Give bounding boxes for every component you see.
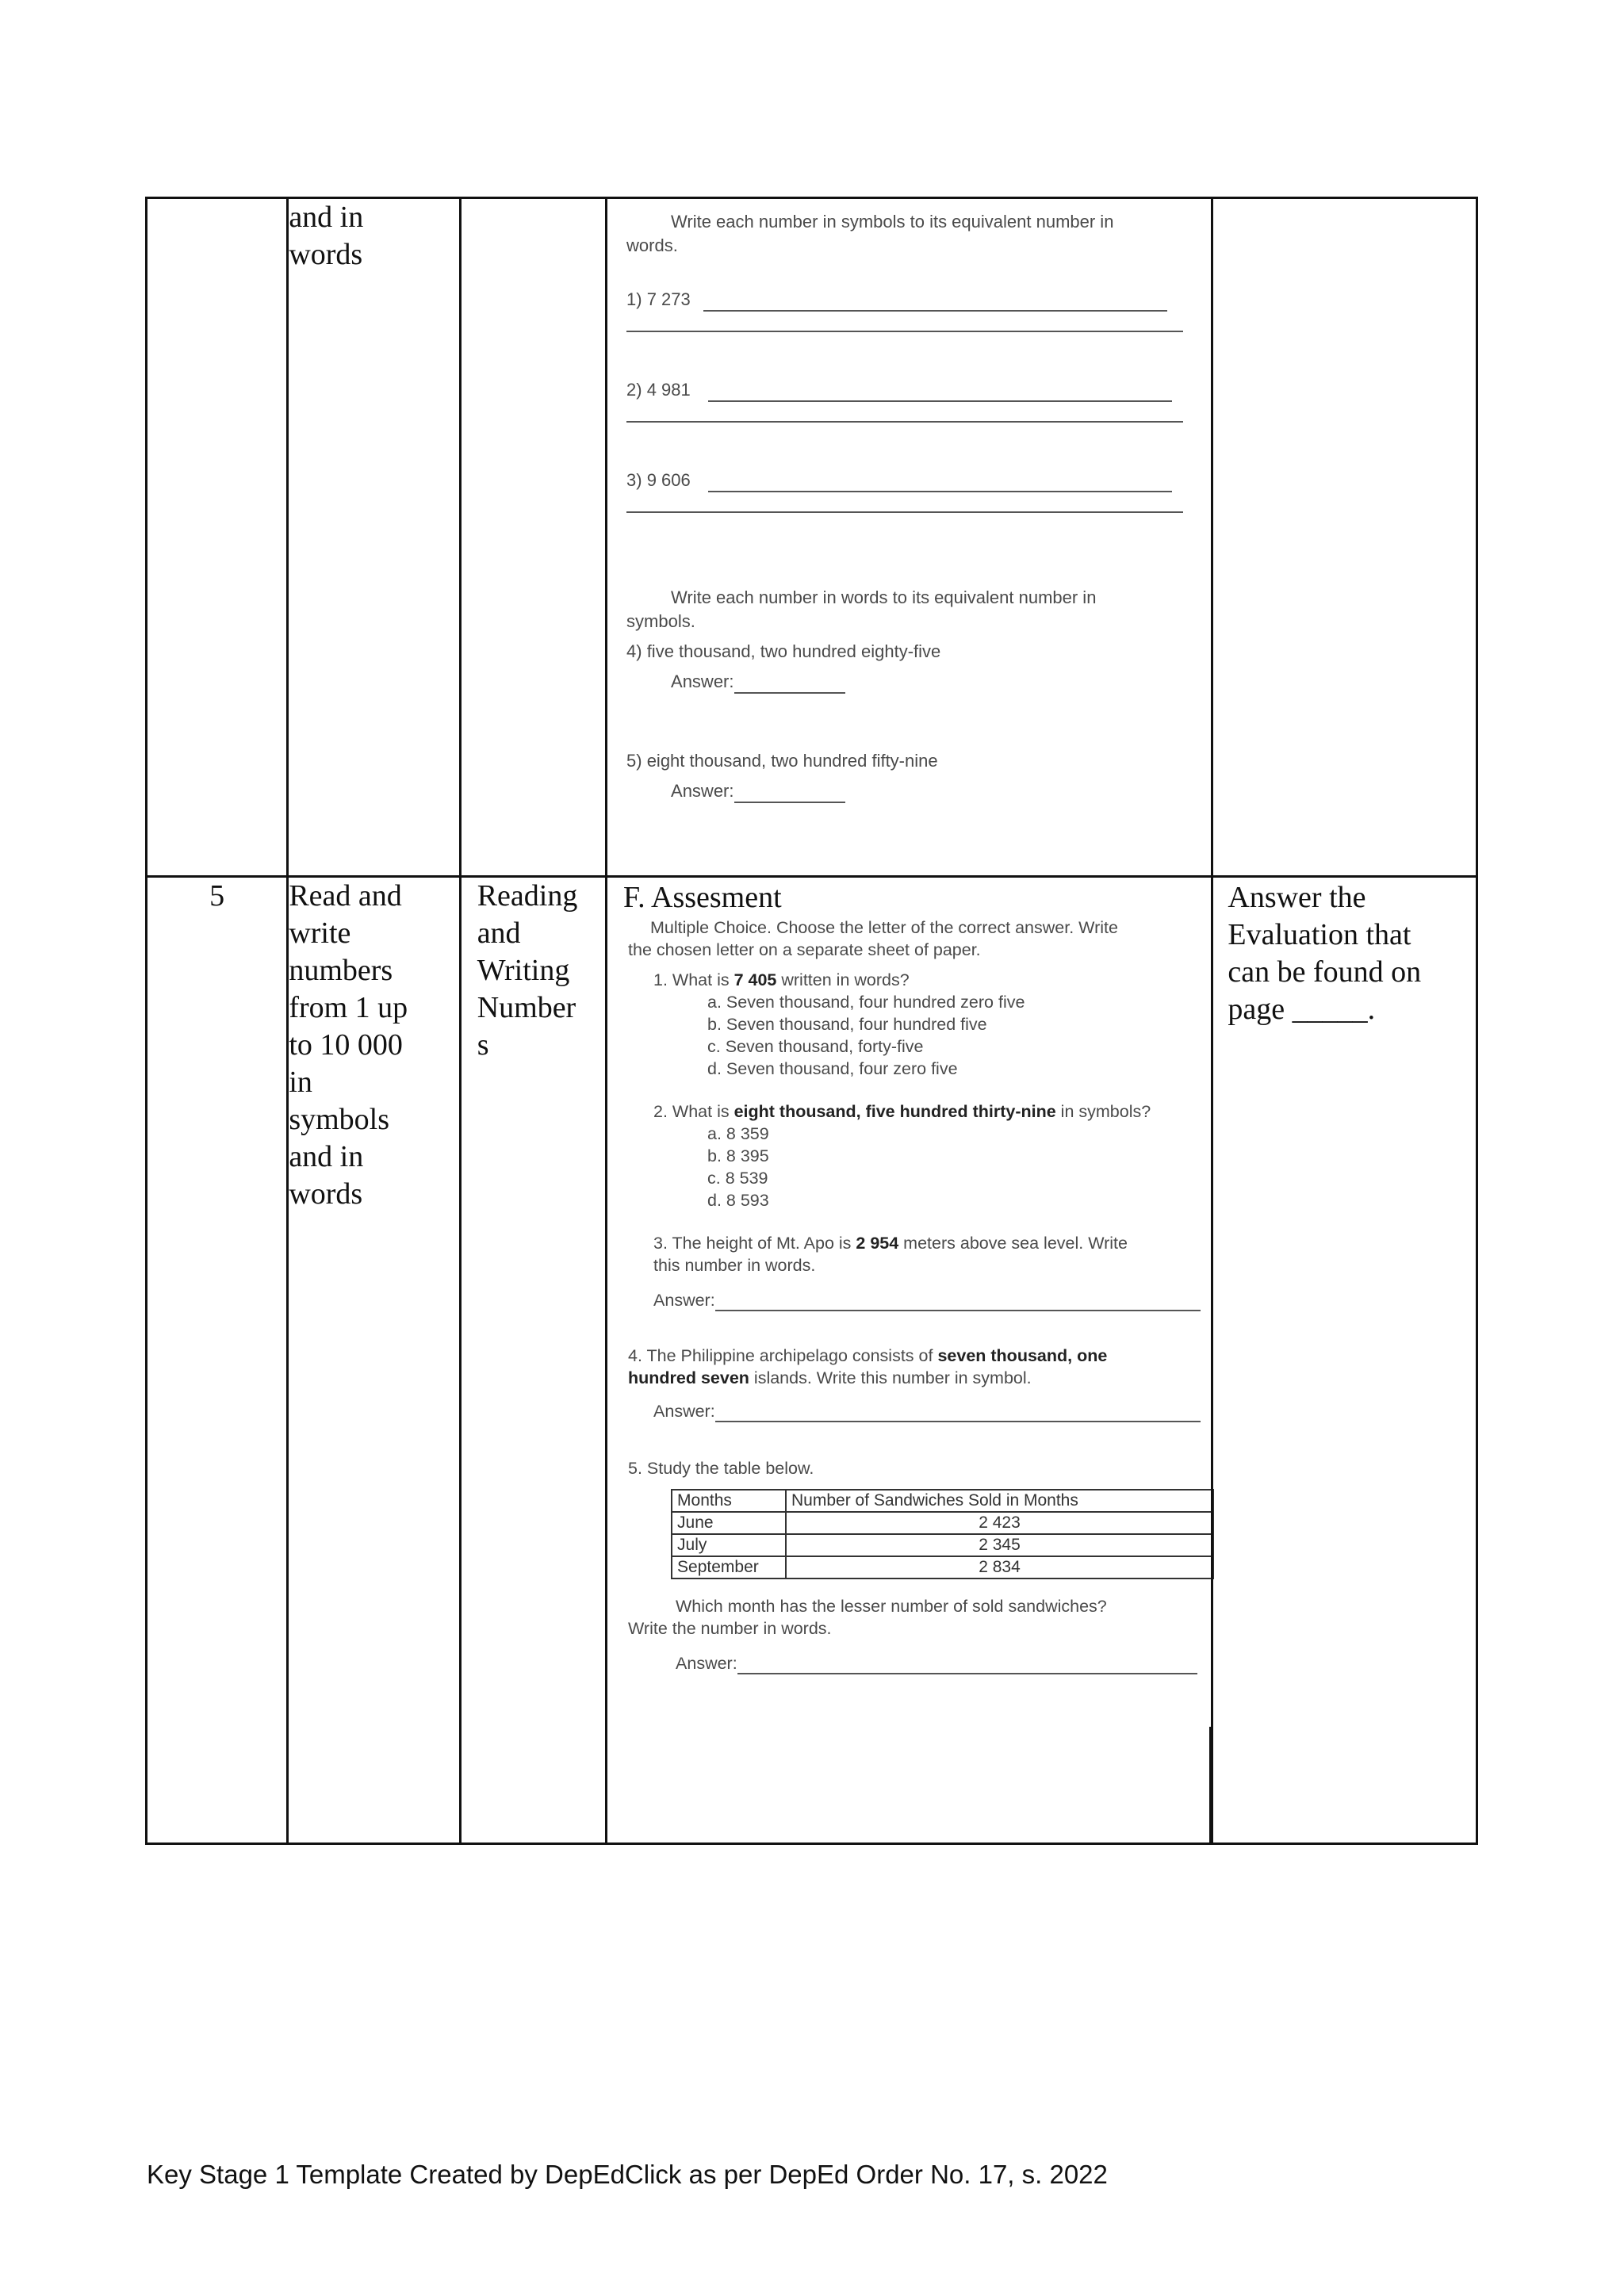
instruction-line: Write each number in symbols to its equivalent number in — [671, 212, 1114, 232]
competency-cell — [288, 877, 460, 1844]
competency-line: symbols — [289, 1103, 390, 1136]
competency-line: in — [289, 1066, 312, 1099]
answer-line — [715, 1307, 1201, 1311]
remarks-line: can be found on — [1228, 955, 1422, 989]
remarks-line: Evaluation that — [1228, 918, 1411, 951]
competency-line: and in — [289, 1140, 364, 1173]
competency-line: from 1 up — [289, 991, 408, 1024]
answer-label: Answer: — [653, 1291, 715, 1310]
item-label: 2) 4 981 — [626, 380, 691, 400]
list-item: 5) eight thousand, two hundred fifty-nine — [626, 751, 938, 771]
competency-line: and in — [289, 201, 364, 234]
instruction-line: the chosen letter on a separate sheet of paper. — [628, 940, 981, 959]
question-1: 1. What is 7 405 written in words? — [653, 970, 910, 989]
competency-line: to 10 000 — [289, 1028, 403, 1062]
lesson-plan-table — [145, 197, 1478, 1845]
answer-row — [628, 1400, 1205, 1422]
answer-row — [626, 779, 1195, 803]
page-footer: Key Stage 1 Template Created by DepEdClick as per DepEd Order No. 17, s. 2022 — [147, 2160, 1108, 2189]
item-label: 3) 9 606 — [626, 470, 691, 490]
content-line: Writing — [477, 954, 570, 987]
table-cell: July — [672, 1534, 786, 1556]
day-cell — [147, 877, 288, 1844]
table-header: Number of Sandwiches Sold in Months — [786, 1490, 1213, 1512]
divider — [1209, 1727, 1212, 1843]
question-line: Which month has the lesser number of sold sandwiches? — [676, 1597, 1107, 1616]
answer-label: Answer: — [671, 672, 734, 691]
content-line: Number — [477, 991, 576, 1024]
choice: b. Seven thousand, four hundred five — [707, 1015, 987, 1034]
answer-line — [734, 689, 845, 694]
answer-row — [628, 1289, 1205, 1311]
worksheet-part1 — [607, 199, 1211, 803]
remarks-cell — [1212, 877, 1477, 1844]
list-item — [626, 288, 1195, 312]
choice: d. Seven thousand, four zero five — [707, 1059, 958, 1078]
table-row — [672, 1534, 1213, 1556]
question-line: Write the number in words. — [628, 1619, 832, 1638]
remarks-line: Answer the — [1228, 881, 1366, 914]
instruction-line: Write each number in words to its equivalent number in — [671, 587, 1097, 607]
competency-line: Read and — [289, 879, 402, 913]
day-cell — [147, 198, 288, 877]
competency-line: write — [289, 916, 351, 950]
question-5: 5. Study the table below. — [628, 1459, 814, 1478]
content-line: Reading — [477, 879, 578, 913]
table-cell: 2 423 — [786, 1512, 1213, 1534]
table-row — [672, 1556, 1213, 1578]
item-label: 1) 7 273 — [626, 289, 691, 309]
remarks-cell — [1212, 198, 1477, 877]
question-4: 4. The Philippine archipelago consists of seven thousand, one — [628, 1346, 1108, 1365]
instruction-line: words. — [626, 235, 678, 255]
table-row — [147, 198, 1477, 877]
answer-line — [715, 1418, 1201, 1422]
list-item: 4) five thousand, two hundred eighty-five — [626, 641, 941, 661]
question-line: this number in words. — [653, 1256, 816, 1275]
answer-label: Answer: — [653, 1402, 715, 1421]
competency-line: words — [289, 238, 363, 271]
content-line: and — [477, 916, 521, 950]
table-row — [147, 877, 1477, 1844]
answer-line — [708, 488, 1172, 492]
choice: d. 8 593 — [707, 1191, 769, 1210]
table-cell: June — [672, 1512, 786, 1534]
answer-line — [626, 419, 1183, 423]
sandwich-table — [671, 1489, 1214, 1579]
question-3: 3. The height of Mt. Apo is 2 954 meters above sea level. Write — [653, 1234, 1128, 1253]
answer-line — [626, 510, 1183, 513]
assessment-body — [607, 916, 1211, 1674]
question-2: 2. What is eight thousand, five hundred thirty-nine in symbols? — [653, 1102, 1151, 1121]
answer-line — [734, 798, 845, 803]
choice: b. 8 395 — [707, 1146, 769, 1165]
assessment-cell — [607, 877, 1212, 1844]
answer-line — [708, 397, 1172, 402]
table-row — [672, 1512, 1213, 1534]
content-line: s — [477, 1028, 489, 1062]
choice: c. Seven thousand, forty-five — [707, 1037, 924, 1056]
day-number: 5 — [209, 879, 225, 913]
section-title: F. Assesment — [623, 881, 782, 914]
choice: a. Seven thousand, four hundred zero five — [707, 993, 1025, 1012]
content-cell — [460, 198, 606, 877]
content-cell — [460, 877, 606, 1844]
answer-row — [628, 1652, 1205, 1674]
remarks-line: page _____. — [1228, 993, 1376, 1026]
table-cell: 2 345 — [786, 1534, 1213, 1556]
table-cell: 2 834 — [786, 1556, 1213, 1578]
table-header-row — [672, 1490, 1213, 1512]
competency-cell — [288, 198, 460, 877]
list-item — [626, 469, 1195, 492]
answer-label: Answer: — [671, 781, 734, 801]
table-cell: September — [672, 1556, 786, 1578]
worksheet-cell — [607, 198, 1212, 877]
answer-label: Answer: — [676, 1654, 737, 1673]
answer-line — [626, 329, 1183, 332]
answer-line — [737, 1670, 1197, 1674]
answer-row — [626, 670, 1195, 694]
choice: c. 8 539 — [707, 1169, 768, 1188]
competency-line: words — [289, 1177, 363, 1211]
list-item — [626, 378, 1195, 402]
table-header: Months — [672, 1490, 786, 1512]
question-line: hundred seven islands. Write this number in symbol. — [628, 1368, 1032, 1387]
answer-line — [703, 307, 1167, 312]
competency-line: numbers — [289, 954, 393, 987]
instruction-line: Multiple Choice. Choose the letter of the correct answer. Write — [650, 918, 1118, 937]
choice: a. 8 359 — [707, 1124, 769, 1143]
instruction-line: symbols. — [626, 611, 695, 631]
